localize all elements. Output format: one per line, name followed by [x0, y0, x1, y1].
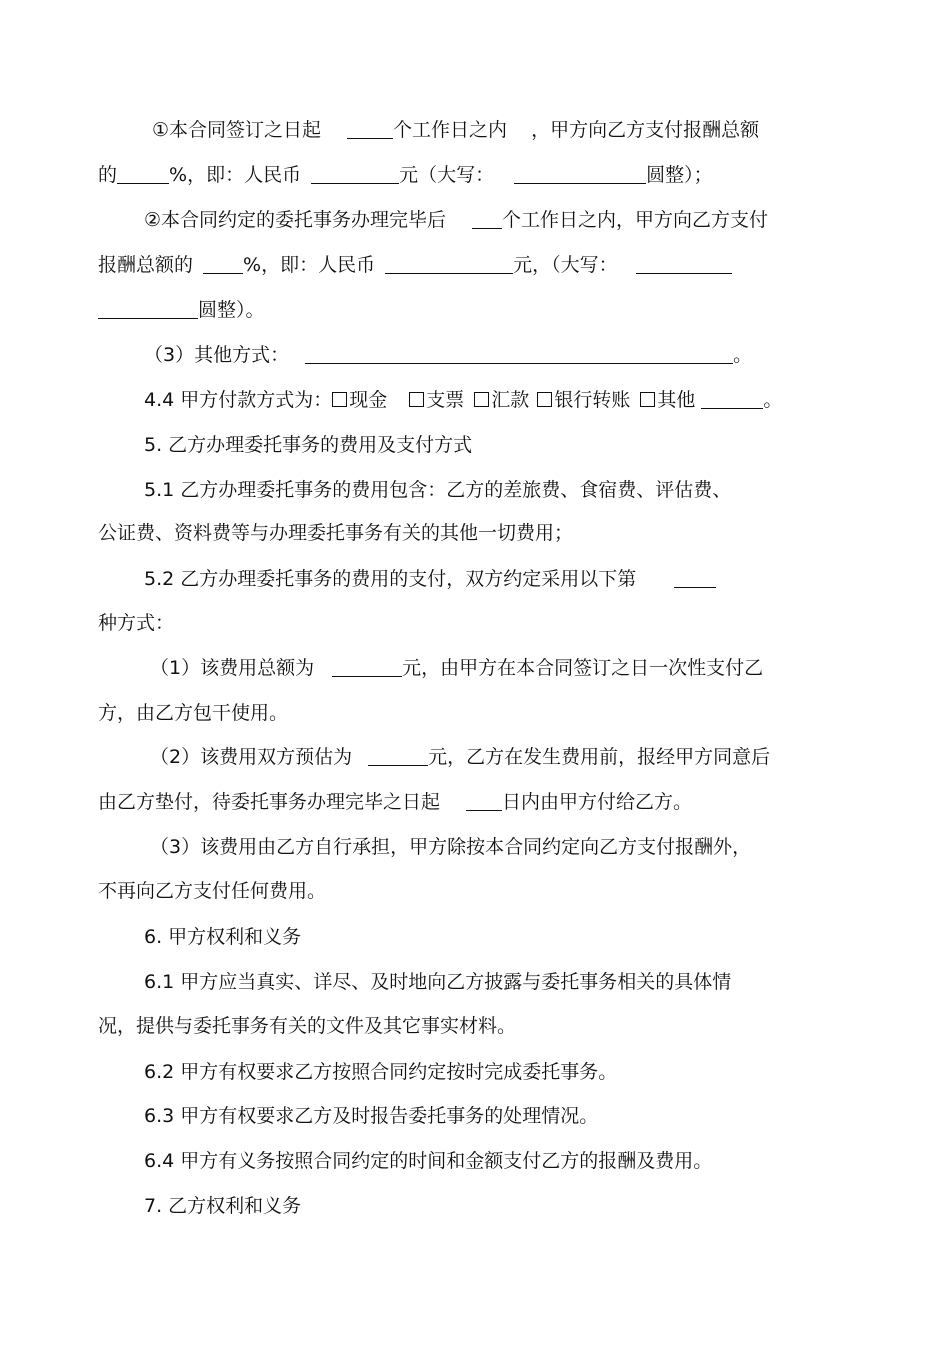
checkbox-other[interactable] — [640, 392, 655, 407]
fill-blank[interactable] — [472, 210, 502, 229]
paragraph-line: （2）该费用双方预估为 元，乙方在发生费用前，报经甲方同意后 — [150, 746, 771, 768]
paragraph-line: （1）该费用总额为 元，由甲方在本合同签订之日一次性支付乙 — [150, 657, 764, 679]
paragraph-line: 报酬总额的 %，即：人民币 元，（大写： — [98, 253, 732, 277]
fill-blank[interactable] — [701, 390, 763, 409]
paragraph-line: 不再向乙方支付任何费用。 — [98, 880, 327, 902]
fill-blank[interactable] — [368, 747, 428, 766]
checkbox-bank-transfer[interactable] — [537, 392, 552, 407]
fill-blank[interactable] — [117, 165, 169, 184]
fill-blank[interactable] — [636, 255, 732, 274]
fill-blank[interactable] — [332, 658, 402, 677]
fill-blank[interactable] — [674, 569, 716, 588]
checkbox-remittance[interactable] — [474, 392, 489, 407]
paragraph-line: 况，提供与委托事务有关的文件及其它事实材料。 — [98, 1015, 517, 1037]
checkbox-check[interactable] — [409, 392, 424, 407]
paragraph-line: 公证费、资料费等与办理委托事务有关的其他一切费用； — [98, 522, 574, 544]
paragraph-line: 的 %，即：人民币 元（大写： 圆整）； — [98, 164, 713, 186]
paragraph-line: ②本合同约定的委托事务办理完毕后 个工作日之内，甲方向乙方支付 — [144, 209, 769, 231]
fill-blank[interactable] — [98, 300, 198, 319]
paragraph-line: （3）该费用由乙方自行承担，甲方除按本合同约定向乙方支付报酬外， — [150, 836, 752, 858]
fill-blank[interactable] — [347, 120, 393, 139]
paragraph-line: 种方式： — [98, 612, 175, 634]
paragraph-line: 6.4 甲方有义务按照合同约定的时间和金额支付乙方的报酬及费用。 — [144, 1150, 713, 1172]
section-heading: 7. 乙方权利和义务 — [144, 1195, 302, 1217]
payment-method-line: 4.4 甲方付款方式为： 现金 支票 汇款 银行转账 其他 。 — [144, 389, 783, 411]
section-heading: 5. 乙方办理委托事务的费用及支付方式 — [144, 434, 473, 456]
section-heading: 6. 甲方权利和义务 — [144, 926, 302, 948]
paragraph-line: 由乙方垫付，待委托事务办理完毕之日起 日内由甲方付给乙方。 — [98, 791, 693, 813]
paragraph-line: 方，由乙方包干使用。 — [98, 702, 289, 724]
fill-blank[interactable] — [514, 165, 646, 184]
fill-blank[interactable] — [203, 255, 243, 274]
checkbox-cash[interactable] — [332, 392, 347, 407]
paragraph-line: 5.1 乙方办理委托事务的费用包含：乙方的差旅费、食宿费、评估费、 — [144, 479, 732, 501]
paragraph-line: 6.1 甲方应当真实、详尽、及时地向乙方披露与委托事务相关的具体情 — [144, 971, 732, 993]
fill-blank[interactable] — [466, 792, 502, 811]
paragraph-line: （3）其他方式： 。 — [144, 344, 753, 366]
paragraph-line: 5.2 乙方办理委托事务的费用的支付，双方约定采用以下第 — [144, 567, 716, 591]
fill-blank[interactable] — [311, 165, 399, 184]
paragraph-line: 圆整）。 — [98, 298, 265, 322]
paragraph-line: 6.2 甲方有权要求乙方按照合同约定按时完成委托事务。 — [144, 1061, 618, 1083]
fill-blank[interactable] — [385, 255, 513, 274]
fill-blank[interactable] — [305, 345, 733, 364]
paragraph-line: 6.3 甲方有权要求乙方及时报告委托事务的处理情况。 — [144, 1105, 599, 1127]
paragraph-line: ①本合同签订之日起 个工作日之内 ，甲方向乙方支付报酬总额 — [152, 119, 760, 141]
